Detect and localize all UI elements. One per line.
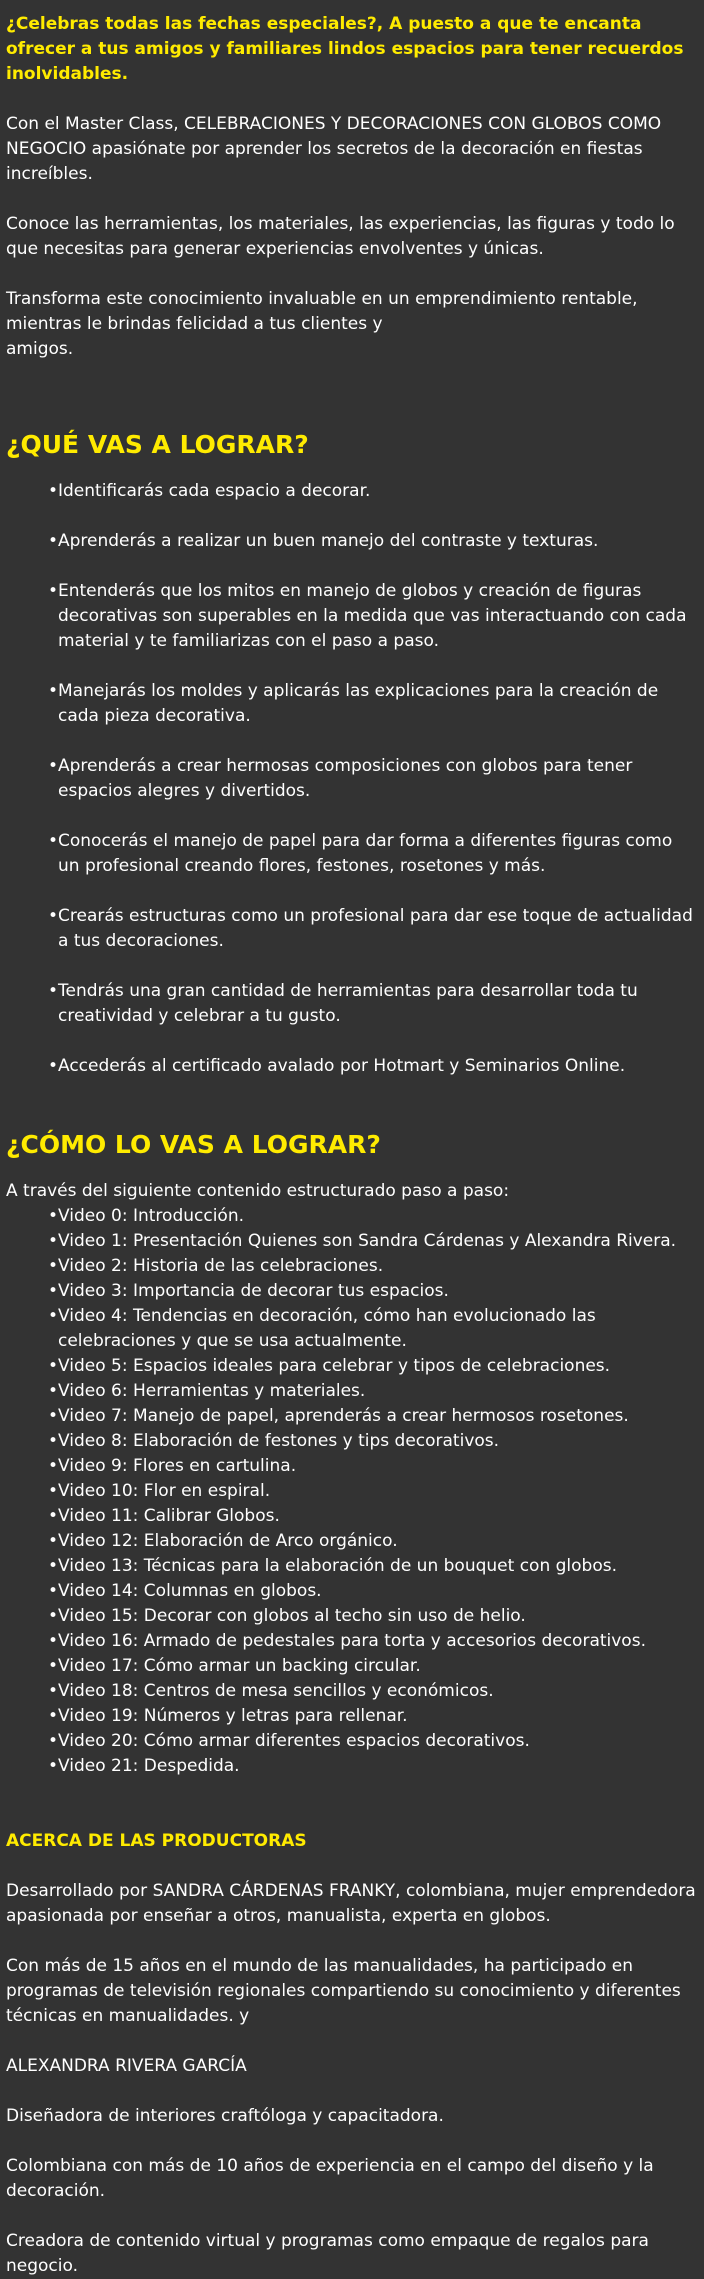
video-item: • Video 18: Centros de mesa sencillos y económicos. xyxy=(58,1679,698,1704)
video-item: • Video 12: Elaboración de Arco orgánico. xyxy=(58,1529,698,1554)
transform-line-3: amigos. xyxy=(6,339,74,359)
video-list xyxy=(6,1204,698,1779)
about-alexandra-name: ALEXANDRA RIVERA GARCÍA xyxy=(6,2056,247,2076)
goal-item: • Manejarás los moldes y aplicarás las explicaciones para la creación de cada pieza decorativa. xyxy=(58,679,698,729)
video-item: • Video 5: Espacios ideales para celebrar y tipos de celebraciones. xyxy=(58,1354,698,1379)
video-item: • Video 8: Elaboración de festones y tips decorativos. xyxy=(58,1429,698,1454)
transform-paragraph xyxy=(6,287,698,362)
video-item: • Video 0: Introducción. xyxy=(58,1204,698,1229)
about-alexandra-experience: Colombiana con más de 10 años de experiencia en el campo del diseño y la decoración. xyxy=(6,2156,654,2201)
video-item: • Video 10: Flor en espiral. xyxy=(58,1479,698,1504)
about-sandra-intro: Desarrollado por SANDRA CÁRDENAS FRANKY, colombiana, mujer emprendedora apasionada por enseñar a otros, manualista, experta en globos. xyxy=(6,1881,696,1926)
video-item: • Video 1: Presentación Quienes son Sandra Cárdenas y Alexandra Rivera. xyxy=(58,1229,698,1254)
video-item: • Video 2: Historia de las celebraciones. xyxy=(58,1254,698,1279)
about-alexandra-role: Diseñadora de interiores craftóloga y capacitadora. xyxy=(6,2106,444,2126)
how-heading: ¿CÓMO LO VAS A LOGRAR? xyxy=(6,1130,381,1159)
video-item: • Video 3: Importancia de decorar tus espacios. xyxy=(58,1279,698,1304)
goal-item: • Aprenderás a crear hermosas composiciones con globos para tener espacios alegres y divertidos. xyxy=(58,754,698,804)
video-item: • Video 6: Herramientas y materiales. xyxy=(58,1379,698,1404)
goal-item: • Tendrás una gran cantidad de herramientas para desarrollar toda tu creatividad y celebrar a tu gusto. xyxy=(58,979,698,1029)
video-item: • Video 11: Calibrar Globos. xyxy=(58,1504,698,1529)
video-item: • Video 15: Decorar con globos al techo sin uso de helio. xyxy=(58,1604,698,1629)
tools-paragraph: Conoce las herramientas, los materiales, las experiencias, las figuras y todo lo que necesitas para generar experiencias envolventes y únicas. xyxy=(6,214,675,259)
video-item: • Video 16: Armado de pedestales para torta y accesorios decorativos. xyxy=(58,1629,698,1654)
goal-item: • Identificarás cada espacio a decorar. xyxy=(58,479,698,504)
goal-item: • Crearás estructuras como un profesional para dar ese toque de actualidad a tus decoraciones. xyxy=(58,904,698,954)
goal-item: • Accederás al certificado avalado por Hotmart y Seminarios Online. xyxy=(58,1054,698,1079)
about-heading: ACERCA DE LAS PRODUCTORAS xyxy=(6,1831,307,1851)
goals-heading: ¿QUÉ VAS A LOGRAR? xyxy=(6,430,309,459)
goal-item: • Aprenderás a realizar un buen manejo del contraste y texturas. xyxy=(58,529,698,554)
goal-item: • Conocerás el manejo de papel para dar forma a diferentes figuras como un profesional creando flores, festones, rosetones y más. xyxy=(58,829,698,879)
video-item: • Video 20: Cómo armar diferentes espacios decorativos. xyxy=(58,1729,698,1754)
about-sandra-experience: Con más de 15 años en el mundo de las manualidades, ha participado en programas de televisión regionales compartiendo su conocimiento y diferentes técnicas en manualidades. y xyxy=(6,1956,681,2026)
intro-text: ¿Celebras todas las fechas especiales?, A puesto a que te encanta ofrecer a tus amigos y familiares lindos espacios para tener recuerdos inolvidables. xyxy=(6,14,684,84)
video-item: • Video 9: Flores en cartulina. xyxy=(58,1454,698,1479)
video-item: • Video 13: Técnicas para la elaboración de un bouquet con globos. xyxy=(58,1554,698,1579)
transform-line-1: Transforma este conocimiento invaluable en un emprendimiento rentable, xyxy=(6,289,638,309)
how-lead: A través del siguiente contenido estructurado paso a paso: xyxy=(6,1181,510,1201)
goal-item: • Entenderás que los mitos en manejo de globos y creación de figuras decorativas son superables en la medida que vas interactuando con cada material y te familiarizas con el paso a paso. xyxy=(58,579,698,654)
video-item: • Video 21: Despedida. xyxy=(58,1754,698,1779)
masterclass-paragraph: Con el Master Class, CELEBRACIONES Y DECORACIONES CON GLOBOS COMO NEGOCIO apasiónate por aprender los secretos de la decoración en fiestas increíbles. xyxy=(6,114,662,184)
video-item: • Video 17: Cómo armar un backing circular. xyxy=(58,1654,698,1679)
video-item: • Video 4: Tendencias en decoración, cómo han evolucionado las celebraciones y que se usa actualmente. xyxy=(58,1304,698,1354)
about-alexandra-content: Creadora de contenido virtual y programas como empaque de regalos para negocio. xyxy=(6,2231,649,2276)
video-item: • Video 19: Números y letras para rellenar. xyxy=(58,1704,698,1729)
transform-line-2: mientras le brindas felicidad a tus clientes y xyxy=(6,314,383,334)
goals-list xyxy=(6,479,698,1079)
video-item: • Video 7: Manejo de papel, aprenderás a crear hermosos rosetones. xyxy=(58,1404,698,1429)
video-item: • Video 14: Columnas en globos. xyxy=(58,1579,698,1604)
